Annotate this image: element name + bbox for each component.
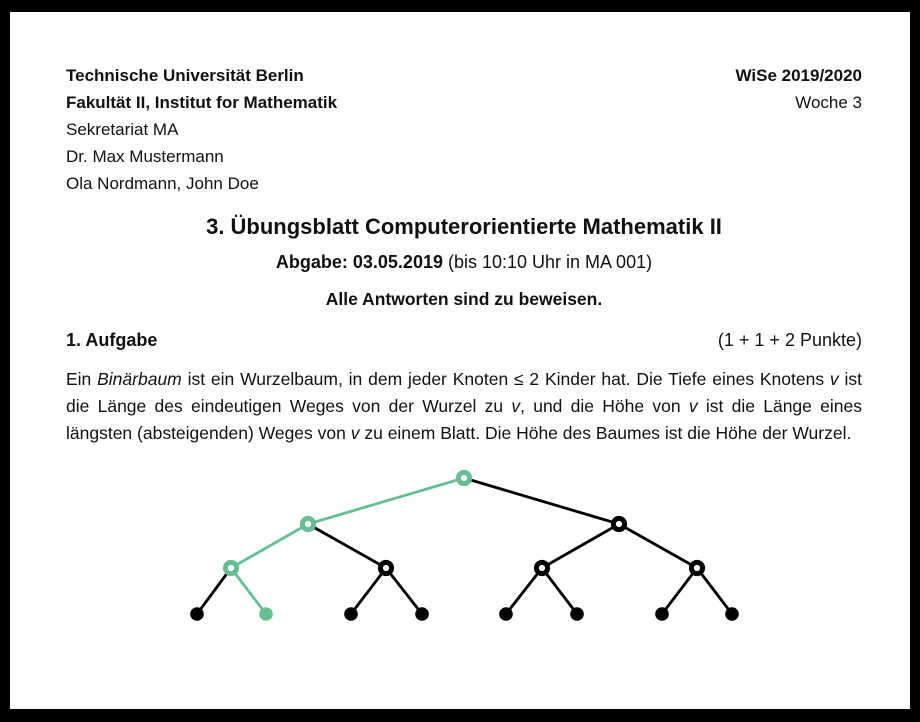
- tree-edge: [231, 524, 308, 568]
- tree-node-l2c: [536, 562, 547, 573]
- tree-edge: [697, 568, 732, 614]
- text-run: zu einem Blatt. Die Höhe des Baumes ist die Höhe der Wurzel.: [359, 423, 852, 443]
- tree-node-root: [458, 472, 469, 483]
- header-line: Woche 3: [795, 93, 862, 112]
- header-line: Dr. Max Mustermann: [66, 147, 224, 166]
- tree-node-l2b: [380, 562, 391, 573]
- submission-details: (bis 10:10 Uhr in MA 001): [442, 252, 653, 272]
- binary-tree-figure: [164, 467, 764, 629]
- document-page: [10, 12, 910, 709]
- italic-term: Binärbaum: [97, 369, 182, 389]
- italic-term: v: [511, 396, 521, 416]
- task-label: 1. Aufgabe: [66, 330, 158, 350]
- tree-edge: [351, 568, 386, 614]
- header-line: Technische Universität Berlin: [66, 66, 304, 85]
- tree-node-l2a: [225, 562, 236, 573]
- tree-node-l1b: [613, 518, 624, 529]
- text-run: ist ein Wurzelbaum, in dem jeder Knoten ≤ 2 Kinder hat. Die Tiefe eines Knotens: [181, 369, 830, 389]
- header-line: WiSe 2019/2020: [735, 66, 862, 85]
- tree-edge: [464, 478, 619, 524]
- tree-node-leaf1: [190, 607, 204, 621]
- sheet-title: 3. Übungsblatt Computerorientierte Mathematik II: [206, 214, 722, 239]
- tree-edge: [542, 568, 577, 614]
- tree-edge: [619, 524, 697, 568]
- tree-node-leaf5: [499, 607, 513, 621]
- text-run: , und die Höhe von: [520, 396, 689, 416]
- task-points: (1 + 1 + 2 Punkte): [717, 330, 862, 350]
- tree-node-leaf2: [259, 607, 273, 621]
- tree-edge: [231, 568, 266, 614]
- task-description-paragraph: [66, 366, 862, 447]
- tree-edge: [542, 524, 619, 568]
- tree-node-leaf8: [725, 607, 739, 621]
- text-run: Ein: [66, 369, 98, 389]
- header-line: Ola Nordmann, John Doe: [66, 174, 259, 193]
- tree-edge: [308, 478, 464, 524]
- submission-date: Abgabe: 03.05.2019: [275, 252, 443, 272]
- proof-notice: Alle Antworten sind zu beweisen.: [325, 289, 603, 309]
- tree-node-leaf3: [344, 607, 358, 621]
- task-heading-row: [66, 328, 862, 353]
- text-run: ist die Länge des eindeutigen Weges von der Wurzel zu: [66, 369, 862, 416]
- tree-node-leaf4: [415, 607, 429, 621]
- tree-edge: [386, 568, 422, 614]
- tree-node-leaf6: [570, 607, 584, 621]
- header-line: Sekretariat MA: [66, 120, 179, 139]
- italic-term: v: [350, 423, 360, 443]
- tree-edge: [506, 568, 542, 614]
- header-semester-block: [736, 62, 863, 197]
- italic-term: v: [829, 369, 839, 389]
- tree-node-leaf7: [655, 607, 669, 621]
- header-line: Fakultät II, Institut for Mathematik: [66, 93, 338, 112]
- tree-edge: [308, 524, 386, 568]
- italic-term: v: [688, 396, 698, 416]
- submission-line: [66, 250, 862, 275]
- header-institution-block: [66, 62, 337, 197]
- tree-node-l2d: [691, 562, 702, 573]
- document-header: [66, 62, 862, 197]
- tree-edge: [662, 568, 697, 614]
- tree-edge: [197, 568, 231, 614]
- tree-node-l1a: [302, 518, 313, 529]
- text-run: ist die Länge eines längsten (absteigenden) Weges von: [66, 396, 862, 443]
